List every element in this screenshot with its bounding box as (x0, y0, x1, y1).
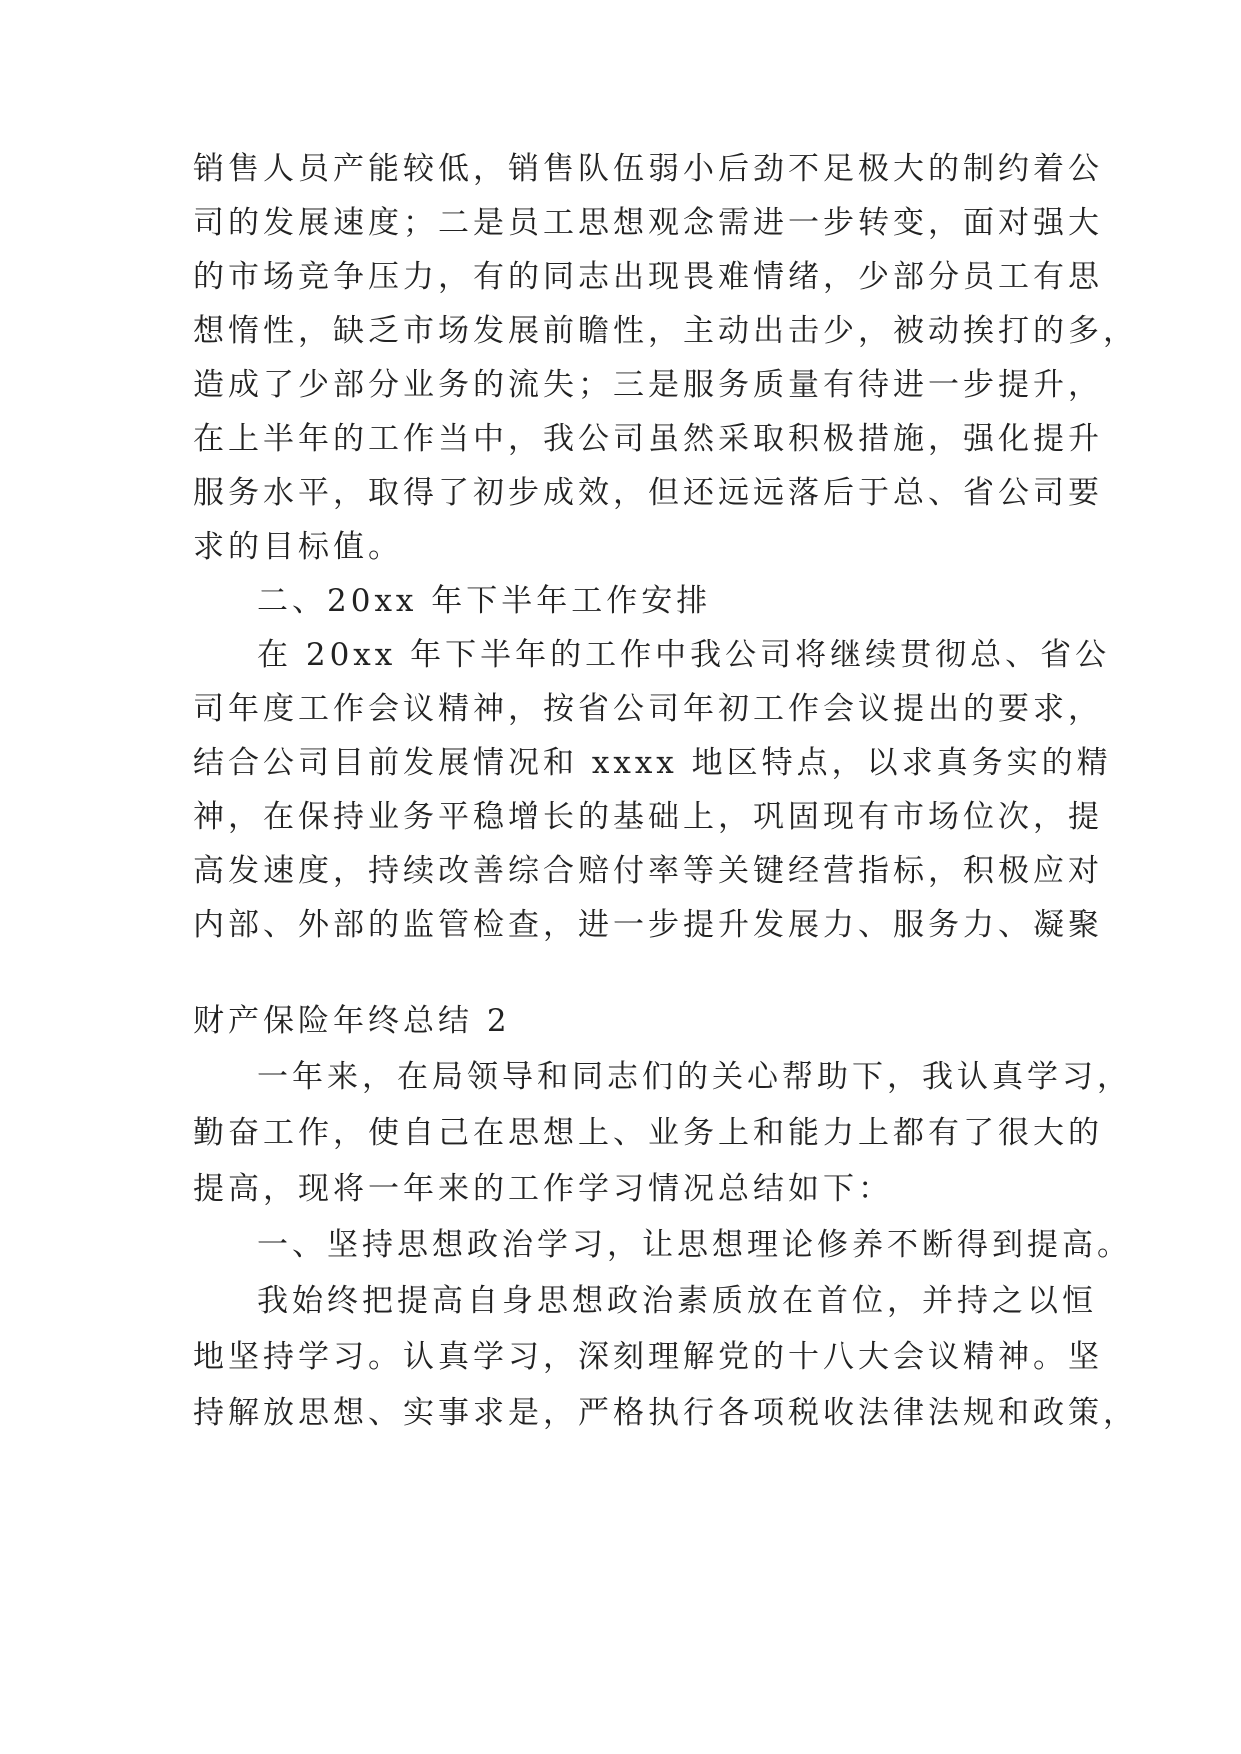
text-line: 在上半年的工作当中，我公司虽然采取积极措施，强化提升 (193, 421, 1103, 457)
text-line: 服务水平，取得了初步成效，但还远远落后于总、省公司要 (193, 475, 1103, 511)
text-line: 司年度工作会议精神，按省公司年初工作会议提出的要求， (193, 691, 1103, 727)
text-line: 求的目标值。 (193, 529, 403, 565)
subheading: 一、坚持思想政治学习，让思想理论修养不断得到提高。 (257, 1227, 1132, 1263)
text-line: 造成了少部分业务的流失；三是服务质量有待进一步提升， (193, 367, 1103, 403)
text-line: 持解放思想、实事求是，严格执行各项税收法律法规和政策， (193, 1395, 1138, 1431)
text-line: 勤奋工作，使自己在思想上、业务上和能力上都有了很大的 (193, 1115, 1103, 1151)
text-line: 结合公司目前发展情况和 xxxx 地区特点，以求真务实的精 (193, 745, 1112, 781)
text-line: 神，在保持业务平稳增长的基础上，巩固现有市场位次，提 (193, 799, 1103, 835)
section-heading: 二、20xx 年下半年工作安排 (257, 583, 712, 619)
text-line: 销售人员产能较低，销售队伍弱小后劲不足极大的制约着公 (193, 151, 1103, 187)
text-line: 我始终把提高自身思想政治素质放在首位，并持之以恒 (257, 1283, 1097, 1319)
text-line: 提高，现将一年来的工作学习情况总结如下： (193, 1171, 893, 1207)
document-title: 财产保险年终总结 2 (193, 1003, 511, 1039)
text-line: 司的发展速度；二是员工思想观念需进一步转变，面对强大 (193, 205, 1103, 241)
text-line: 的市场竞争压力，有的同志出现畏难情绪，少部分员工有思 (193, 259, 1103, 295)
text-line: 内部、外部的监管检查，进一步提升发展力、服务力、凝聚 (193, 907, 1103, 943)
text-line: 想惰性，缺乏市场发展前瞻性，主动出击少，被动挨打的多， (193, 313, 1138, 349)
text-line: 一年来，在局领导和同志们的关心帮助下，我认真学习， (257, 1059, 1132, 1095)
text-line: 高发速度，持续改善综合赔付率等关键经营指标，积极应对 (193, 853, 1103, 889)
text-line: 在 20xx 年下半年的工作中我公司将继续贯彻总、省公 (257, 637, 1111, 673)
text-line: 地坚持学习。认真学习，深刻理解党的十八大会议精神。坚 (193, 1339, 1103, 1375)
